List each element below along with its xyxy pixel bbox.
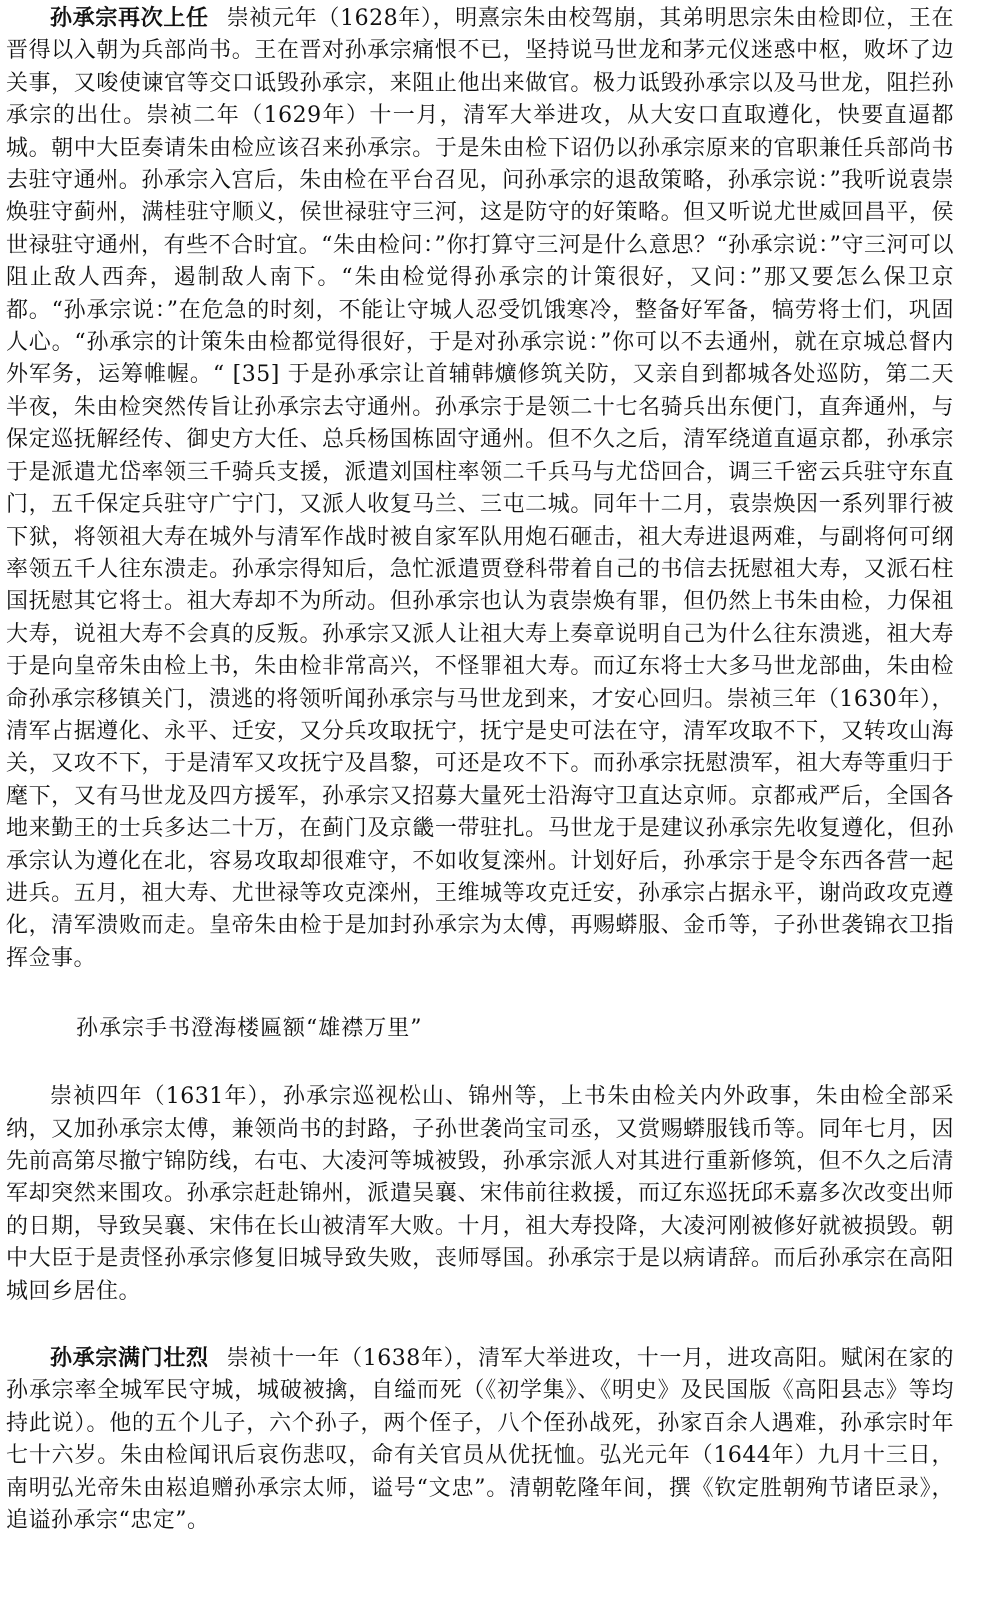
section-heading-reappointment: 孙承宗再次上任 xyxy=(50,5,209,31)
paragraph-martyrdom xyxy=(6,1342,954,1537)
paragraph-body-reappointment: 崇祯元年（1628年），明熹宗朱由校驾崩，其弟明思宗朱由检即位，王在晋得以入朝为兵部尚书。王在晋对孙承宗痛恨不已，坚持说马世龙和茅元仪迷惑中枢，败坏了边关事，又唆使谏官等交口诋毁孙承宗，来阻止他出来做官。极力诋毁孙承宗以及马世龙，阻拦孙承宗的出仕。崇祯二年（1629年）十一月，清军大举进攻，从大安口直取遵化，快要直逼都城。朝中大臣奏请朱由检应该召来孙承宗。于是朱由检下诏仍以孙承宗原来的官职兼任兵部尚书去驻守通州。孙承宗入宫后，朱由检在平台召见，问孙承宗的退敌策略，孙承宗说：”我听说袁崇焕驻守蓟州，满桂驻守顺义，侯世禄驻守三河，这是防守的好策略。但又听说尤世威回昌平，侯世禄驻守通州，有些不合时宜。“朱由检问：”你打算守三河是什么意思？“孙承宗说：”守三河可以阻止敌人西奔，遏制敌人南下。“朱由检觉得孙承宗的计策很好，又问：”那又要怎么保卫京都。“孙承宗说：”在危急的时刻，不能让守城人忍受饥饿寒冷，整备好军备，犒劳将士们，巩固人心。“孙承宗的计策朱由检都觉得很好，于是对孙承宗说：”你可以不去通州，就在京城总督内外军务，运筹帷幄。“ [35] 于是孙承宗让首辅韩爌修筑关防，又亲自到都城各处巡防，第二天半夜，朱由检突然传旨让孙承宗去守通州。孙承宗于是领二十七名骑兵出东便门，直奔通州，与保定巡抚解经传、御史方大任、总兵杨国栋固守通州。但不久之后，清军绕道直逼京都，孙承宗于是派遣尤岱率领三千骑兵支援，派遣刘国柱率领二千兵马与尤岱回合，调三千密云兵驻守东直门，五千保定兵驻守广宁门，又派人收复马兰、三屯二城。同年十二月，袁崇焕因一系列罪行被下狱，将领祖大寿在城外与清军作战时被自家军队用炮石砸击，祖大寿进退两难，与副将何可纲率领五千人往东溃走。孙承宗得知后，急忙派遣贾登科带着自己的书信去抚慰祖大寿，又派石柱国抚慰其它将士。祖大寿却不为所动。但孙承宗也认为袁崇焕有罪，但仍然上书朱由检，力保祖大寿，说祖大寿不会真的反叛。孙承宗又派人让祖大寿上奏章说明自己为什么往东溃逃，祖大寿于是向皇帝朱由检上书，朱由检非常高兴，不怪罪祖大寿。而辽东将士大多马世龙部曲，朱由检命孙承宗移镇关门，溃逃的将领听闻孙承宗与马世龙到来，才安心回归。崇祯三年（1630年），清军占据遵化、永平、迁安，又分兵攻取抚宁，抚宁是史可法在守，清军攻取不下，又转攻山海关，又攻不下，于是清军又攻抚宁及昌黎，可还是攻不下。而孙承宗抚慰溃军，祖大寿等重归于麾下，又有马世龙及四方援军，孙承宗又招募大量死士沿海守卫直达京师。京都戒严后，全国各地来勤王的士兵多达二十万，在蓟门及京畿一带驻扎。马世龙于是建议孙承宗先收复遵化，但孙承宗认为遵化在北，容易攻取却很难守，不如收复滦州。计划好后，孙承宗于是令东西各营一起进兵。五月，祖大寿、尤世禄等攻克滦州，王维城等攻克迁安，孙承宗占据永平，谢尚政攻克遵化，清军溃败而走。皇帝朱由检于是加封孙承宗为太傅，再赐蟒服、金币等，子孙世袭锦衣卫指挥佥事。 xyxy=(6,6,954,971)
paragraph-body-martyrdom: 崇祯十一年（1638年），清军大举进攻，十一月，进攻高阳。赋闲在家的孙承宗率全城军民守城，城破被擒，自缢而死（《初学集》、《明史》及民国版《高阳县志》等均持此说）。他的五个儿子，六个孙子，两个侄子，八个侄孙战死，孙家百余人遇难，孙承宗时年七十六岁。朱由检闻讯后哀伤悲叹，命有关官员从优抚恤。弘光元年（1644年）九月十三日，南明弘光帝朱由崧追赠孙承宗太师，谥号“文忠”。清朝乾隆年间，撰《钦定胜朝殉节诸臣录》，追谥孙承宗“忠定”。 xyxy=(6,1346,954,1534)
paragraph-resignation xyxy=(6,1081,954,1308)
paragraph-reappointment xyxy=(6,2,954,975)
section-heading-martyrdom: 孙承宗满门壮烈 xyxy=(50,1345,209,1372)
image-caption: 孙承宗手书澄海楼匾额“雄襟万里” xyxy=(76,1016,423,1042)
document-page xyxy=(6,2,954,1537)
paragraph-body-resignation: 崇祯四年（1631年），孙承宗巡视松山、锦州等，上书朱由检关内外政事，朱由检全部采纳，又加孙承宗太傅，兼领尚书的封路，子孙世袭尚宝司丞，又赏赐蟒服钱币等。同年七月，因先前高第尽撤宁锦防线，右屯、大凌河等城被毁，孙承宗派人对其进行重新修筑，但不久之后清军却突然来围攻。孙承宗赶赴锦州，派遣吴襄、宋伟前往救援，而辽东巡抚邱禾嘉多次改变出师的日期，导致吴襄、宋伟在长山被清军大败。十月，祖大寿投降，大凌河刚被修好就被损毁。朝中大臣于是责怪孙承宗修复旧城导致失败，丧师辱国。孙承宗于是以病请辞。而后孙承宗在高阳城回乡居住。 xyxy=(6,1084,954,1304)
